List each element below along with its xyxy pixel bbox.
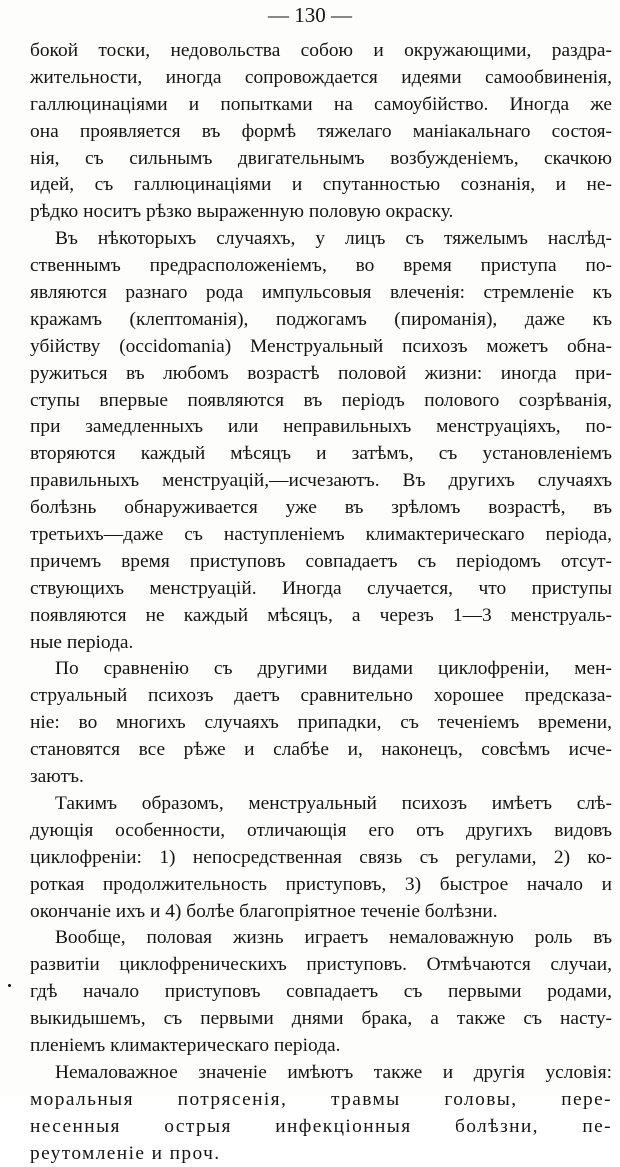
text-line: окончаніе ихъ и 4) болѣе благопріятное теченіе болѣзни. [30, 900, 498, 922]
text-line: появляются не каждый мѣсяцъ, а черезъ 1—3 менструаль- [30, 604, 612, 626]
text-line: моральныя потрясенія, травмы головы, пере- [30, 1088, 612, 1110]
text-line: пленіемъ климактерическаго періода. [30, 1034, 341, 1056]
text-line: жительности, иногда сопровождается идеями самообвиненія, [30, 66, 612, 88]
text-line: являются разнаго рода импульсовыя влеченія: стремленіе къ [30, 282, 612, 304]
text-line: ные періода. [30, 631, 134, 653]
text-line: правильныхъ менструацій,—исчезаютъ. Въ другихъ случаяхъ [30, 470, 612, 492]
text-line: ружиться въ любомъ возрастѣ половой жизни: иногда при- [30, 362, 612, 384]
text-line: идей, съ галлюцинаціями и спутанностью сознанія, и не- [30, 174, 612, 196]
text-line: бокой тоски, недовольства собою и окружающими, раздра- [30, 40, 612, 61]
text-line: Въ нѣкоторыхъ случаяхъ, у лицъ съ тяжелымъ наслѣд- [55, 228, 612, 250]
text-line: развитіи циклофреническихъ приступовъ. Отмѣчаются случаи, [30, 954, 612, 976]
text-line: реутомленіе и проч. [30, 1142, 221, 1164]
text-line: ственнымъ предрасположеніемъ, во время приступа по- [30, 255, 612, 277]
text-line: По сравненію съ другими видами циклофреніи, мен- [55, 658, 612, 680]
text-line: вторяются каждый мѣсяцъ и затѣмъ, съ установленіемъ [30, 443, 612, 465]
text-line: третьихъ—даже съ наступленіемъ климактерическаго періода, [30, 524, 612, 546]
text-line: Вообще, половая жизнь играетъ немаловажную роль въ [55, 927, 612, 949]
text-line: убійству (occidomania) Менструальный психозъ можетъ обна- [30, 335, 612, 357]
text-line: заютъ. [30, 766, 84, 788]
text-line: Немаловажное значеніе имѣютъ также и другія условія: [55, 1061, 612, 1083]
text-line: роткая продолжительность приступовъ, 3) быстрое начало и [30, 873, 612, 895]
text-line: нія, съ сильнымъ двигательнымъ возбужденіемъ, скачкою [30, 147, 612, 169]
text-line: Такимъ образомъ, менструальный психозъ имѣетъ слѣ- [55, 792, 612, 814]
margin-ink-dot [8, 984, 11, 987]
text-line: выкидышемъ, съ первыми днями брака, а также съ насту- [30, 1008, 612, 1030]
text-line: циклофреніи: 1) непосредственная связь съ регулами, 2) ко- [30, 846, 612, 868]
text-line: рѣдко носитъ рѣзко выраженную половую окраску. [30, 201, 454, 223]
body-text [30, 38, 612, 1167]
text-line: дующія особенности, отличающія его отъ другихъ видовъ [30, 819, 612, 841]
page-number: — 130 — [268, 3, 352, 27]
text-line: струальный психозъ даетъ сравнительно хорошее предсказа- [30, 685, 612, 707]
text-line: при замедленныхъ или неправильныхъ менструаціяхъ, по- [30, 416, 612, 438]
text-line: галлюцинаціями и попытками на самоубійство. Иногда же [30, 93, 612, 115]
text-line: ступы впервые появляются въ періодъ полового созрѣванія, [30, 389, 612, 411]
text-line: ствующихъ менструацій. Иногда случается, что приступы [30, 577, 612, 599]
text-line: болѣзнь обнаруживается уже въ зрѣломъ возрастѣ, въ [30, 497, 612, 519]
text-line: гдѣ начало приступовъ совпадаетъ съ первыми родами, [30, 981, 612, 1003]
text-line: становятся все рѣже и слабѣе и, наконецъ, совсѣмъ исче- [30, 739, 612, 761]
text-line: несенныя острыя инфекціонныя болѣзни, пе- [30, 1115, 612, 1137]
text-line: ніе: во многихъ случаяхъ припадки, съ теченіемъ времени, [30, 712, 612, 734]
text-line: причемъ время приступовъ совпадаетъ съ періодомъ отсут- [30, 550, 612, 572]
text-line: она проявляется въ формѣ тяжелаго маніакальнаго состоя- [30, 120, 612, 142]
text-line: кражамъ (клептоманія), поджогамъ (пироманія), даже къ [30, 308, 612, 330]
